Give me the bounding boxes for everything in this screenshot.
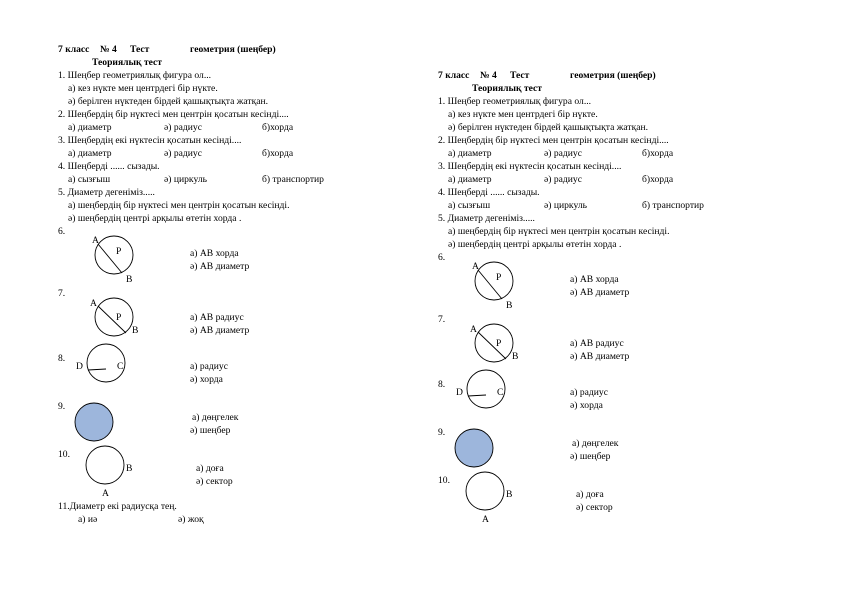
- question-text: 4. Шеңберді ...... сызады.: [58, 161, 160, 172]
- answer-a: а) сызғыш: [448, 200, 491, 211]
- answer-b: ә) циркуль: [164, 174, 207, 185]
- header-topic: геометрия (шеңбер): [190, 44, 276, 55]
- point-label-b: B: [506, 489, 513, 500]
- question-text: 5. Диаметр дегеніміз.....: [438, 213, 535, 224]
- answer-b: ә) AB диаметр: [570, 351, 630, 362]
- segment-line: [88, 369, 106, 370]
- point-label-a: A: [482, 514, 489, 525]
- header-topic: геометрия (шеңбер): [570, 70, 656, 81]
- point-label-a: A: [472, 261, 479, 272]
- question-number: 9.: [58, 401, 66, 412]
- question-text: 3. Шеңбердің екі нүктесін қосатын кесінді....: [58, 135, 242, 146]
- answer-a: а) радиус: [190, 361, 228, 372]
- answer-a: а) кез нүкте мен центрдегі бір нүкте.: [68, 83, 218, 94]
- question-7-circle: [94, 297, 134, 337]
- answer-b: ә) жоқ: [178, 514, 204, 525]
- header-number: № 4: [100, 44, 117, 55]
- point-label-d: D: [76, 361, 83, 372]
- answer-c: б)хорда: [642, 174, 674, 185]
- question-text: 11.Диаметр екі радиусқа тең.: [58, 501, 177, 512]
- point-label-d: D: [456, 387, 463, 398]
- segment-line: [478, 332, 506, 359]
- question-text: 1. Шеңбер геометриялық фигура ол...: [58, 70, 212, 81]
- answer-a: а) доға: [576, 489, 604, 500]
- answer-a: а) доға: [196, 463, 224, 474]
- answer-b: ә) AB диаметр: [570, 287, 630, 298]
- question-text: 5. Диаметр дегеніміз.....: [58, 187, 155, 198]
- question-number: 10.: [58, 449, 70, 460]
- point-label-b: B: [126, 274, 133, 285]
- question-10-circle: [85, 445, 125, 485]
- answer-c: б) транспортир: [262, 174, 324, 185]
- answer-b: ә) AB диаметр: [190, 261, 250, 272]
- header-subtitle: Теориялық тест: [92, 57, 162, 68]
- answer-c: б) транспортир: [642, 200, 704, 211]
- circle-outline: [95, 236, 133, 274]
- filled-disk: [75, 403, 113, 441]
- question-number: 9.: [438, 427, 446, 438]
- point-label-b: B: [132, 325, 139, 336]
- answer-a: а) диаметр: [68, 122, 112, 133]
- question-6-circle: [474, 261, 514, 301]
- answer-a: а) AB радиус: [190, 312, 244, 323]
- center-label-p: P: [496, 272, 502, 283]
- answer-b: ә) хорда: [190, 374, 223, 385]
- answer-a: а) дөңгелек: [572, 438, 619, 449]
- point-label-a: A: [92, 235, 99, 246]
- question-text: 4. Шеңберді ...... сызады.: [438, 187, 540, 198]
- answer-a: а) AB хорда: [570, 274, 619, 285]
- point-label-a: A: [102, 488, 109, 499]
- header-number: № 4: [480, 70, 497, 81]
- circle-outline: [475, 324, 513, 362]
- circle-outline: [95, 298, 133, 336]
- question-7-circle: [474, 323, 514, 363]
- answer-a: а) диаметр: [448, 148, 492, 159]
- answer-a: а) иә: [78, 514, 98, 525]
- answer-a: а) сызғыш: [68, 174, 111, 185]
- answer-b: ә) радиус: [164, 148, 202, 159]
- answer-a: а) радиус: [570, 387, 608, 398]
- answer-b: ә) радиус: [544, 174, 582, 185]
- point-label-b: B: [512, 351, 519, 362]
- point-label-c: C: [117, 361, 124, 372]
- answer-b: ә) сектор: [576, 502, 613, 513]
- question-text: 1. Шеңбер геометриялық фигура ол...: [438, 96, 592, 107]
- point-label-a: A: [470, 324, 477, 335]
- question-number: 6.: [58, 226, 66, 237]
- answer-b: ә) хорда: [570, 400, 603, 411]
- question-number: 8.: [58, 353, 66, 364]
- header-subtitle: Теориялық тест: [472, 83, 542, 94]
- answer-b: ә) радиус: [544, 148, 582, 159]
- point-label-c: C: [497, 387, 504, 398]
- question-number: 8.: [438, 379, 446, 390]
- header-kind: Тест: [130, 44, 150, 55]
- question-number: 7.: [438, 314, 446, 325]
- answer-c: б)хорда: [262, 122, 294, 133]
- answer-b: ә) радиус: [164, 122, 202, 133]
- header-grade: 7 класс: [438, 70, 470, 81]
- question-number: 6.: [438, 252, 446, 263]
- answer-b: ә) шеңбердің центрі арқылы өтетін хорда .: [448, 239, 622, 250]
- point-label-b: B: [126, 463, 133, 474]
- filled-disk: [455, 429, 493, 467]
- answer-a: а) AB радиус: [570, 338, 624, 349]
- answer-b: ә) циркуль: [544, 200, 587, 211]
- question-number: 10.: [438, 475, 450, 486]
- segment-line: [468, 395, 486, 396]
- segment-line: [98, 306, 126, 333]
- center-label-p: P: [116, 312, 122, 323]
- answer-a: а) кез нүкте мен центрдегі бір нүкте.: [448, 109, 598, 120]
- answer-c: б)хорда: [642, 148, 674, 159]
- point-label-b: B: [506, 300, 513, 311]
- answer-b: ә) берілген нүктеден бірдей қашықтықта жатқан.: [448, 122, 649, 133]
- question-9-disk: [74, 402, 114, 442]
- question-text: 3. Шеңбердің екі нүктесін қосатын кесінді....: [438, 161, 622, 172]
- answer-b: ә) шеңбер: [570, 451, 611, 462]
- point-label-a: A: [90, 298, 97, 309]
- circle-outline: [86, 446, 124, 484]
- circle-outline: [466, 472, 504, 510]
- answer-b: ә) AB диаметр: [190, 325, 250, 336]
- answer-a: а) дөңгелек: [192, 412, 239, 423]
- center-label-p: P: [116, 246, 122, 257]
- answer-a: а) диаметр: [448, 174, 492, 185]
- question-number: 7.: [58, 288, 66, 299]
- circle-outline: [475, 262, 513, 300]
- answer-b: ә) сектор: [196, 476, 233, 487]
- question-6-circle: [94, 235, 134, 275]
- question-text: 2. Шеңбердің бір нүктесі мен центрін қосатын кесінді....: [438, 135, 669, 146]
- answer-a: а) шеңбердің бір нүктесі мен центрін қосатын кесінді.: [448, 226, 670, 237]
- center-label-p: P: [496, 338, 502, 349]
- answer-a: а) шеңбердің бір нүктесі мен центрін қосатын кесінді.: [68, 200, 290, 211]
- answer-b: ә) шеңбер: [190, 425, 231, 436]
- header-kind: Тест: [510, 70, 530, 81]
- header-grade: 7 класс: [58, 44, 90, 55]
- answer-b: ә) берілген нүктеден бірдей қашықтықта жатқан.: [68, 96, 269, 107]
- question-9-disk: [454, 428, 494, 468]
- answer-a: а) AB хорда: [190, 248, 239, 259]
- answer-b: ә) шеңбердің центрі арқылы өтетін хорда .: [68, 213, 242, 224]
- question-text: 2. Шеңбердің бір нүктесі мен центрін қосатын кесінді....: [58, 109, 289, 120]
- answer-a: а) диаметр: [68, 148, 112, 159]
- question-10-circle: [465, 471, 505, 511]
- answer-c: б)хорда: [262, 148, 294, 159]
